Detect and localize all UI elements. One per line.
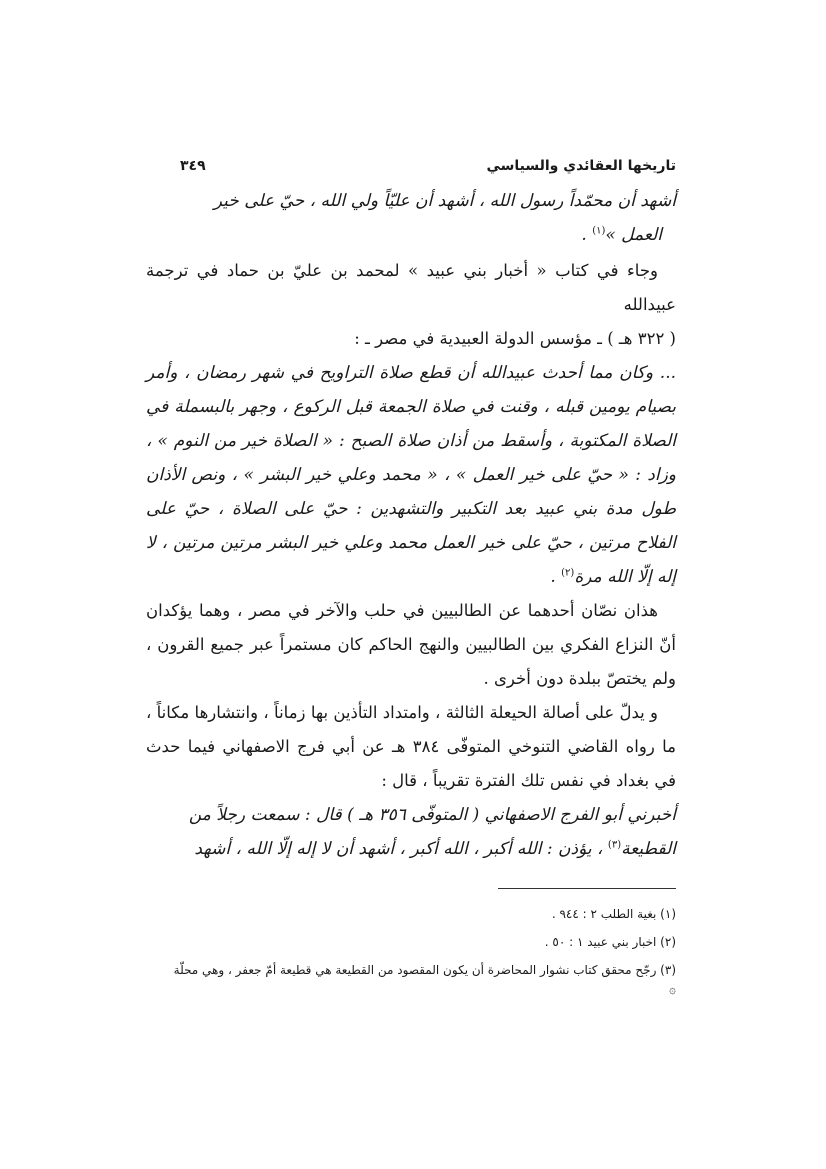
running-title: تاريخها العقائدي والسياسي xyxy=(486,158,676,174)
page-number: ٣٤٩ xyxy=(180,158,206,174)
quote-adhan-1-line-1: أشهد أن محمّداً رسول الله ، أشهد أن عليّاً ولي الله ، حيّ على خير xyxy=(213,191,676,211)
paragraph-akhbar-line-1: وجاء في كتاب « أخبار بني عبيد » لمحمد بن عليّ بن حماد في ترجمة عبيدالله xyxy=(146,261,676,314)
quote-ubaidallah xyxy=(146,356,676,594)
quote-adhan-1-line-2 xyxy=(146,218,676,252)
quote-ubaidallah-text: ... وكان مما أحدث عبيدالله أن قطع صلاة التراويح في شهر رمضان ، وأمر بصيام يومين قبله ، وقنت في صلاة الجمعة قبل الركوع ، وجهر بالبسملة في الصلاة المكتوبة ، وأسقط من أذان صلاة الصبح : « الصلاة خير من النوم » ، وزاد : « حيّ على خير العمل » ، « محمد وعلي خير البشر » ، ونص الأذان طول مدة بني عبيد بعد التكبير والتشهدين : حيّ على الصلاة ، حيّ على الفلاح مرتين ، حيّ على xyxy=(146,363,677,553)
footnote-ref-2: (٢) xyxy=(561,567,575,579)
paragraph-two-texts: هذان نصّان أحدهما عن الطالبيين في حلب والآخر في مصر ، وهما يؤكدان أنّ النزاع الفكري بين الطالبيين والنهج الحاكم كان مستمراً عبر جميع القرون ، ولم يختصّ ببلدة دون أخرى . xyxy=(146,601,676,688)
quote-adhan-1-end: . xyxy=(581,225,593,245)
quote-ubaidallah-end: . xyxy=(550,567,562,587)
quote-isfahani-line-1: أخبرني أبو الفرج الاصفهاني ( المتوفّى ٣٥٦ هـ ) قال : سمعت رجلاً من xyxy=(188,805,676,825)
book-page xyxy=(146,150,676,997)
footnote-ref-3: (٣) xyxy=(607,839,622,851)
quote-isfahani-qatia: القطيعة xyxy=(621,839,676,859)
footnote-ref-1: (١) xyxy=(592,225,606,237)
footnote-2: (٢) اخبار بني عبيد ١ : ٥٠ . xyxy=(544,935,676,949)
quote-isfahani-rest: ، يؤذن : الله أكبر ، الله أكبر ، أشهد أن لا إله إلّا الله ، أشهد xyxy=(194,839,608,859)
quote-isfahani-line-2 xyxy=(146,832,676,866)
footnote-continuation-mark: ۞ xyxy=(668,982,676,996)
paragraph-akhbar-line-2: ( ٣٢٢ هـ ) ـ مؤسس الدولة العبيدية في مصر ـ : xyxy=(354,329,676,348)
paragraph-tanukhi: و يدلّ على أصالة الحيعلة الثالثة ، وامتداد التأذين بها زماناً ، وانتشارها مكاناً ، ما رواه القاضي التنوخي المتوفّى ٣٨٤ هـ عن أبي فرج الاصفهاني فيما حدث في بغداد في نفس تلك الفترة تقريباً ، قال : xyxy=(146,703,676,790)
paragraph-akhbar-bani-ubaid xyxy=(146,254,676,356)
page-header xyxy=(146,150,676,184)
quote-adhan-1-text: العمل » xyxy=(605,225,662,245)
footnote-1: (١) بغية الطلب ٢ : ٩٤٤ . xyxy=(551,907,676,921)
footnote-divider xyxy=(498,888,676,889)
footnote-3: (٣) رجّح محقق كتاب نشوار المحاضرة أن يكون المقصود من القطيعة هي قطيعة أمّ جعفر ، وهي محلّة xyxy=(173,963,676,977)
quote-ubaidallah-last-line: خير العمل محمد وعلي خير البشر مرتين مرتين ، لا إله إلّا الله مرة xyxy=(146,533,676,587)
